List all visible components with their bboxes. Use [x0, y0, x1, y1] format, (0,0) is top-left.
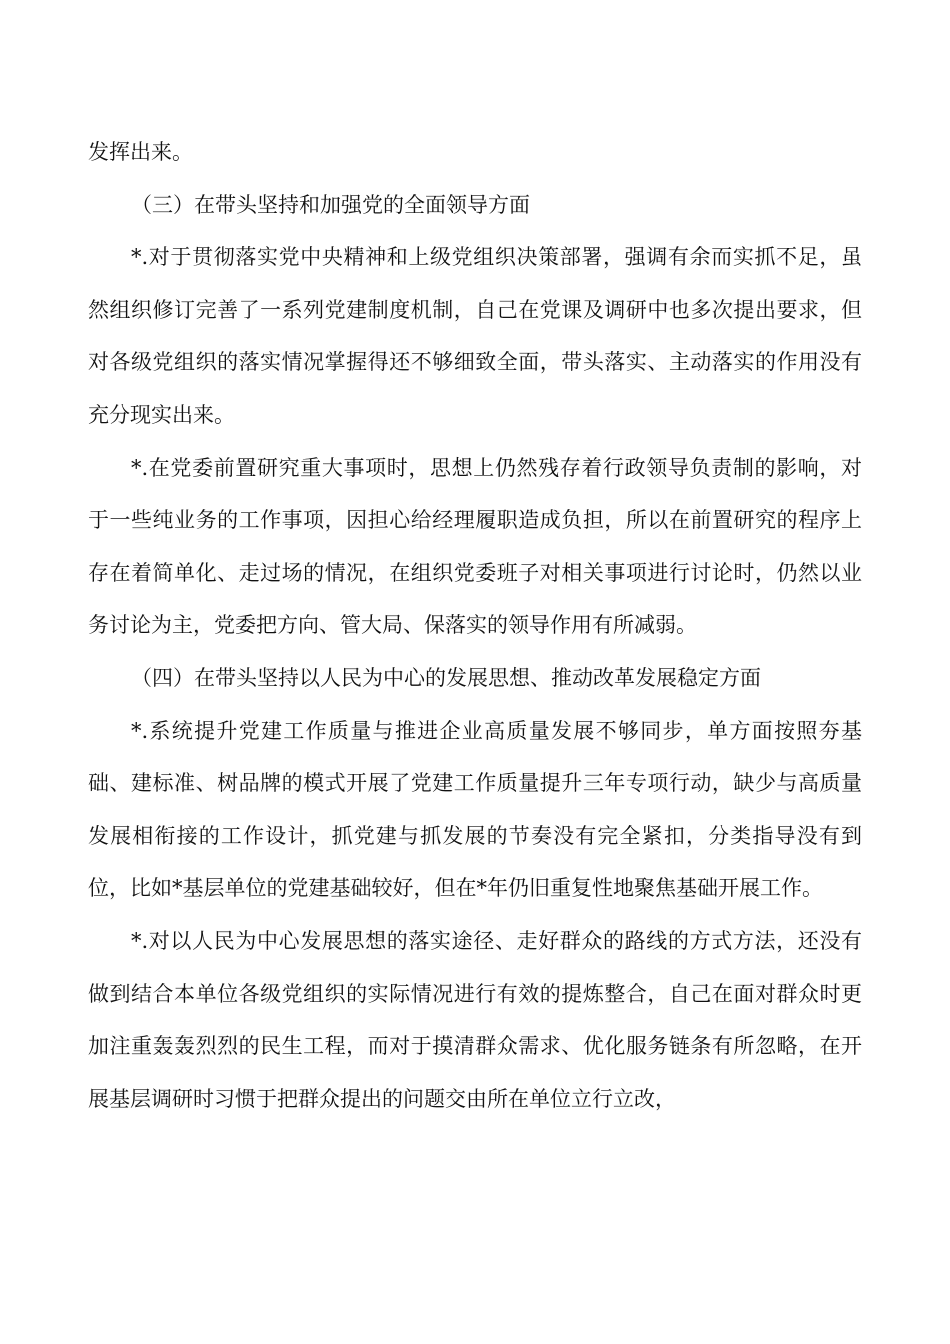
paragraph-continuation: 发挥出来。	[88, 140, 193, 164]
document-page	[88, 126, 862, 1125]
body-paragraph: *.对于贯彻落实党中央精神和上级党组织决策部署，强调有余而实抓不足，虽然组织修订完善了一系列党建制度机制，自己在党课及调研中也多次提出要求，但对各级党组织的落实情况掌握得还不够细致全面，带头落实、主动落实的作用没有充分现实出来。	[88, 245, 862, 427]
section-heading-three: （三）在带头坚持和加强党的全面领导方面	[131, 192, 530, 217]
section-heading-four: （四）在带头坚持以人民为中心的发展思想、推动改革发展稳定方面	[131, 665, 761, 690]
body-paragraph: *.对以人民为中心发展思想的落实途径、走好群众的路线的方式方法，还没有做到结合本单位各级党组织的实际情况进行有效的提炼整合，自己在面对群众时更加注重轰轰烈烈的民生工程，而对于摸清群众需求、优化服务链条有所忽略，在开展基层调研时习惯于把群众提出的问题交由所在单位立行立改，	[88, 928, 862, 1111]
body-paragraph: *.在党委前置研究重大事项时，思想上仍然残存着行政领导负责制的影响，对于一些纯业务的工作事项，因担心给经理履职造成负担，所以在前置研究的程序上存在着简单化、走过场的情况，在组织党委班子对相关事项进行讨论时，仍然以业务讨论为主，党委把方向、管大局、保落实的领导作用有所减弱。	[88, 455, 862, 638]
body-paragraph: *.系统提升党建工作质量与推进企业高质量发展不够同步，单方面按照夯基础、建标准、树品牌的模式开展了党建工作质量提升三年专项行动，缺少与高质量发展相衔接的工作设计，抓党建与抓发展的节奏没有完全紧扣，分类指导没有到位，比如*基层单位的党建基础较好，但在*年仍旧重复性地聚焦基础开展工作。	[88, 718, 862, 901]
